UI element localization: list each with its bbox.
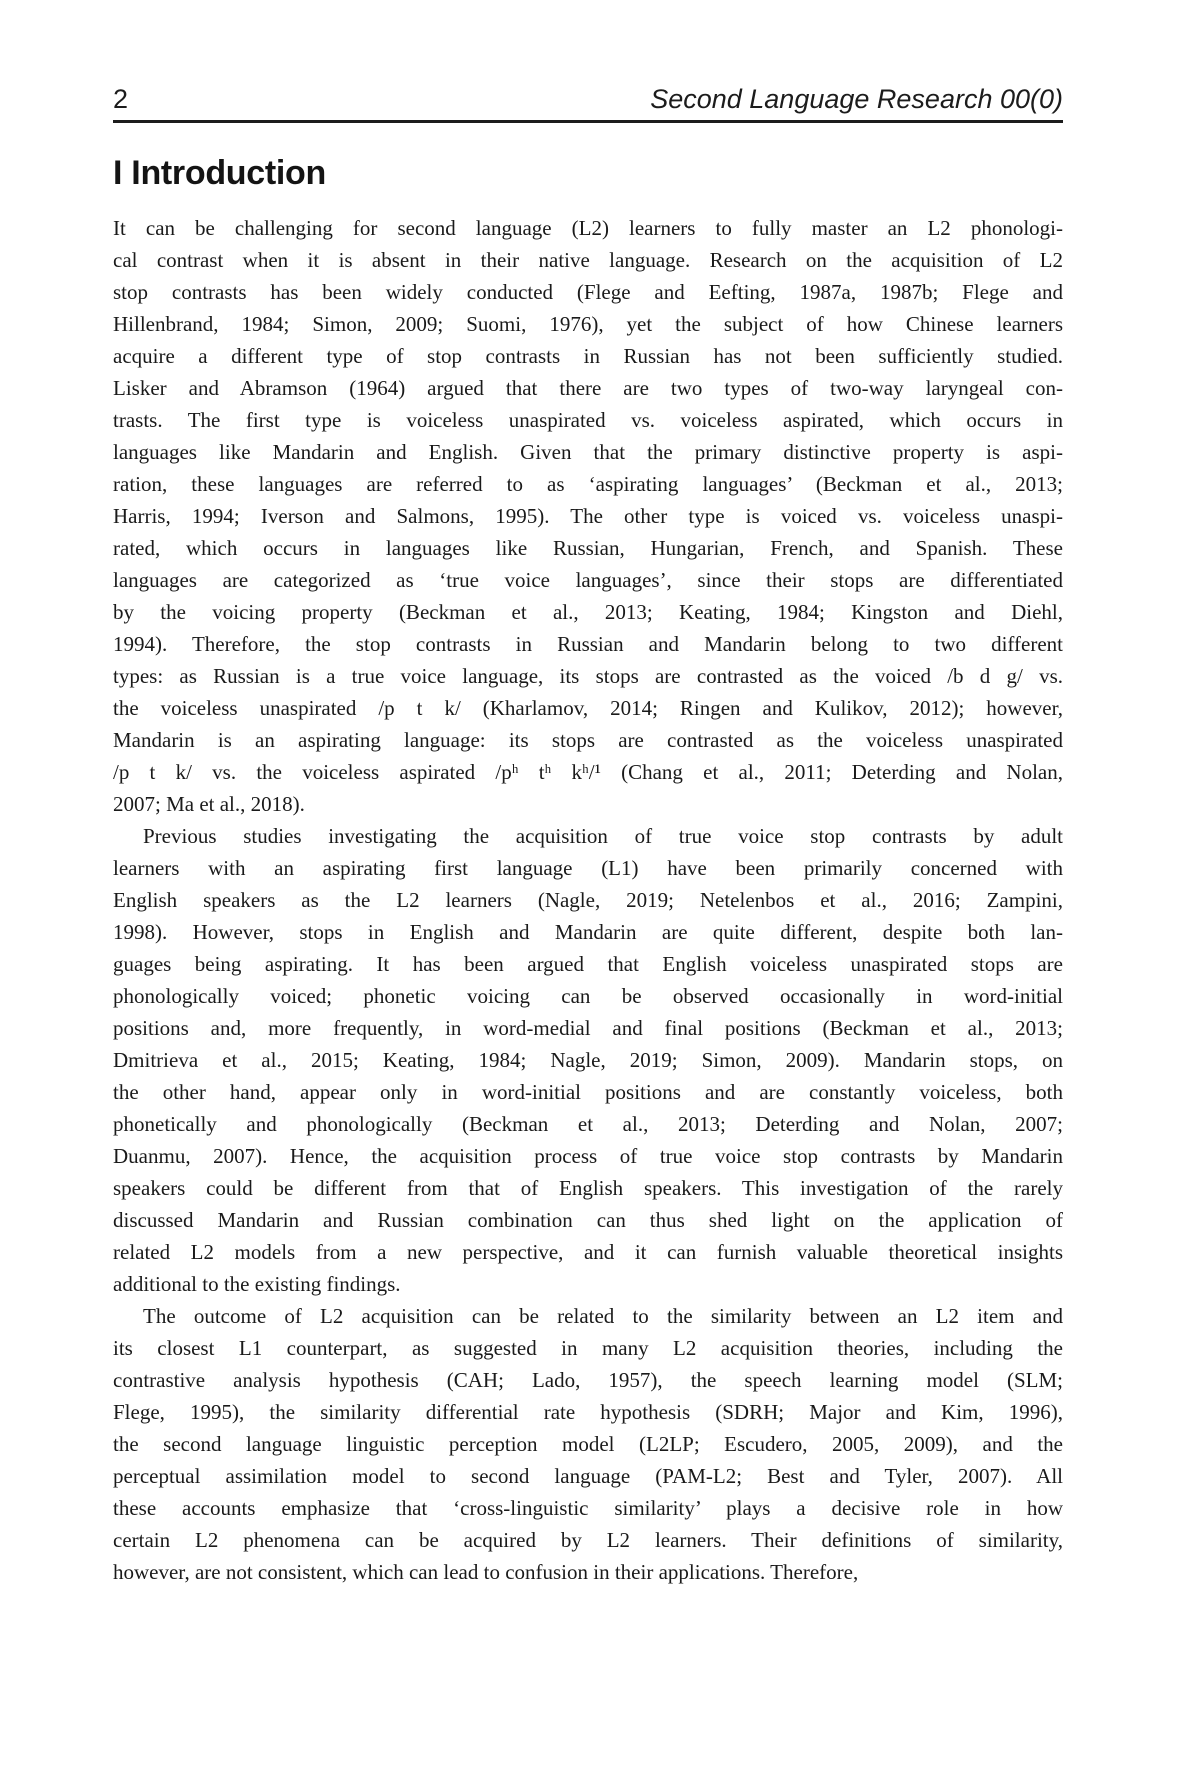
text-line: 2007; Ma et al., 2018).: [113, 792, 305, 816]
text-line: ration, these languages are referred to as ‘aspirating languages’ (Beckman et al., 2013;: [113, 472, 1063, 496]
header-rule: [113, 120, 1063, 123]
text-line: the second language linguistic perception model (L2LP; Escudero, 2005, 2009), and the: [113, 1432, 1063, 1456]
text-line: by the voicing property (Beckman et al., 2013; Keating, 1984; Kingston and Diehl,: [113, 600, 1063, 624]
text-line: positions and, more frequently, in word-medial and final positions (Beckman et al., 2013;: [113, 1016, 1063, 1040]
text-line: Lisker and Abramson (1964) argued that there are two types of two-way laryngeal con-: [113, 376, 1063, 400]
page-number: 2: [113, 84, 129, 114]
text-line: 1994). Therefore, the stop contrasts in Russian and Mandarin belong to two different: [113, 632, 1063, 656]
text-line: It can be challenging for second language (L2) learners to fully master an L2 phonologi-: [113, 216, 1063, 240]
paragraph-3: [113, 1300, 1063, 1588]
text-line: certain L2 phenomena can be acquired by L2 learners. Their definitions of similarity,: [113, 1528, 1063, 1552]
text-line: guages being aspirating. It has been argued that English voiceless unaspirated stops are: [113, 952, 1063, 976]
text-line: Mandarin is an aspirating language: its stops are contrasted as the voiceless unaspirated: [113, 728, 1063, 752]
text-line: learners with an aspirating first language (L1) have been primarily concerned with: [113, 856, 1063, 880]
journal-title: Second Language Research 00(0): [650, 84, 1063, 114]
text-line: languages are categorized as ‘true voice languages’, since their stops are differentiated: [113, 568, 1063, 592]
text-line: phonologically voiced; phonetic voicing can be observed occasionally in word-initial: [113, 984, 1063, 1008]
text-line: cal contrast when it is absent in their native language. Research on the acquisition of L2: [113, 248, 1063, 272]
text-line: The outcome of L2 acquisition can be related to the similarity between an L2 item and: [143, 1304, 1063, 1328]
paragraph-1: [113, 212, 1063, 820]
text-line: phonetically and phonologically (Beckman et al., 2013; Deterding and Nolan, 2007;: [113, 1112, 1063, 1136]
paragraph-2: [113, 820, 1063, 1300]
text-line: English speakers as the L2 learners (Nagle, 2019; Netelenbos et al., 2016; Zampini,: [113, 888, 1063, 912]
text-line: 1998). However, stops in English and Mandarin are quite different, despite both lan-: [113, 920, 1063, 944]
running-header: [113, 84, 1063, 114]
text-line: however, are not consistent, which can lead to confusion in their applications. Therefore,: [113, 1560, 859, 1584]
text-line: additional to the existing findings.: [113, 1272, 401, 1296]
text-line: Dmitrieva et al., 2015; Keating, 1984; Nagle, 2019; Simon, 2009). Mandarin stops, on: [113, 1048, 1063, 1072]
text-line: types: as Russian is a true voice language, its stops are contrasted as the voiced /b d g/ vs.: [113, 664, 1063, 688]
text-line: perceptual assimilation model to second language (PAM-L2; Best and Tyler, 2007). All: [113, 1464, 1063, 1488]
text-line: the other hand, appear only in word-initial positions and are constantly voiceless, both: [113, 1080, 1063, 1104]
text-line: Duanmu, 2007). Hence, the acquisition process of true voice stop contrasts by Mandarin: [113, 1144, 1063, 1168]
text-line: Previous studies investigating the acquisition of true voice stop contrasts by adult: [143, 824, 1063, 848]
text-line: these accounts emphasize that ‘cross-linguistic similarity’ plays a decisive role in how: [113, 1496, 1063, 1520]
text-line: the voiceless unaspirated /p t k/ (Kharlamov, 2014; Ringen and Kulikov, 2012); however,: [113, 696, 1063, 720]
text-line: contrastive analysis hypothesis (CAH; Lado, 1957), the speech learning model (SLM;: [113, 1368, 1063, 1392]
text-line: stop contrasts has been widely conducted (Flege and Eefting, 1987a, 1987b; Flege and: [113, 280, 1063, 304]
text-line: speakers could be different from that of English speakers. This investigation of the rarely: [113, 1176, 1063, 1200]
text-line: languages like Mandarin and English. Given that the primary distinctive property is aspi-: [113, 440, 1063, 464]
text-line: related L2 models from a new perspective, and it can furnish valuable theoretical insights: [113, 1240, 1063, 1264]
text-line: trasts. The first type is voiceless unaspirated vs. voiceless aspirated, which occurs in: [113, 408, 1063, 432]
text-line: discussed Mandarin and Russian combination can thus shed light on the application of: [113, 1208, 1063, 1232]
text-line: Hillenbrand, 1984; Simon, 2009; Suomi, 1976), yet the subject of how Chinese learners: [113, 312, 1063, 336]
text-line: rated, which occurs in languages like Russian, Hungarian, French, and Spanish. These: [113, 536, 1063, 560]
text-line: /p t k/ vs. the voiceless aspirated /pʰ tʰ kʰ/¹ (Chang et al., 2011; Deterding and Nolan,: [113, 760, 1063, 784]
body-text: [113, 212, 1063, 1588]
text-line: its closest L1 counterpart, as suggested in many L2 acquisition theories, including the: [113, 1336, 1063, 1360]
text-line: Harris, 1994; Iverson and Salmons, 1995). The other type is voiced vs. voiceless unaspi-: [113, 504, 1063, 528]
section-heading: I Introduction: [113, 154, 326, 192]
text-line: acquire a different type of stop contrasts in Russian has not been sufficiently studied.: [113, 344, 1063, 368]
text-line: Flege, 1995), the similarity differential rate hypothesis (SDRH; Major and Kim, 1996),: [113, 1400, 1063, 1424]
